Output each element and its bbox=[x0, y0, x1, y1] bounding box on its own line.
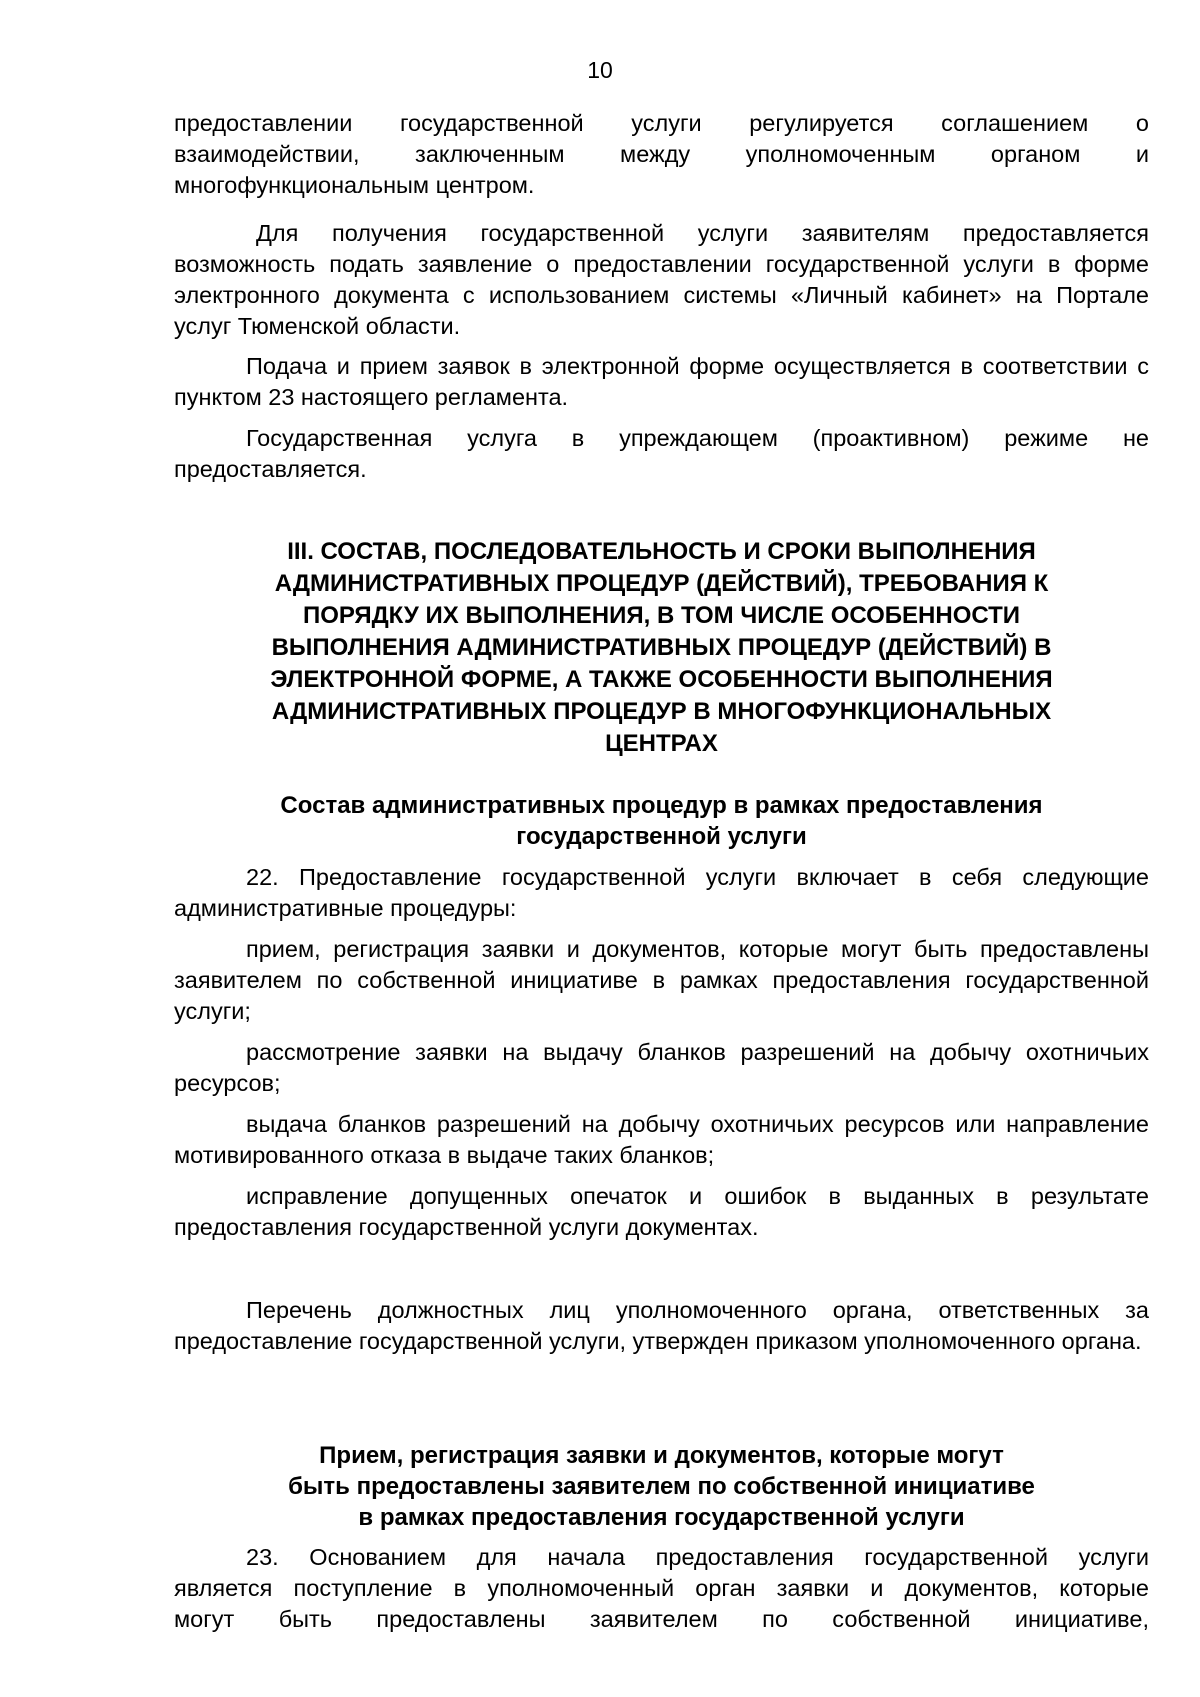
heading-line: Прием, регистрация заявки и документов, которые могут bbox=[319, 1442, 1004, 1469]
paragraph-continuation bbox=[174, 108, 1149, 201]
heading-line: АДМИНИСТРАТИВНЫХ ПРОЦЕДУР В МНОГОФУНКЦИОНАЛЬНЫХ bbox=[271, 698, 1052, 725]
paragraph-officials: Перечень должностных лиц уполномоченного органа, ответственных за предоставление государственной услуги, утвержден приказом уполномоченного органа. bbox=[174, 1297, 1149, 1354]
heading-line: в рамках предоставления государственной услуги bbox=[358, 1504, 965, 1531]
heading-line: III. СОСТАВ, ПОСЛЕДОВАТЕЛЬНОСТЬ И СРОКИ ВЫПОЛНЕНИЯ bbox=[287, 538, 1036, 565]
subheading-reception bbox=[174, 1440, 1149, 1533]
subheading-composition bbox=[174, 790, 1149, 852]
text-line: могут быть предоставлены заявителем по собственной инициативе, bbox=[174, 1606, 1149, 1632]
paragraph-22: 22. Предоставление государственной услуги включает в себя следующие административные процедуры: bbox=[174, 864, 1149, 921]
heading-line: ВЫПОЛНЕНИЯ АДМИНИСТРАТИВНЫХ ПРОЦЕДУР (ДЕЙСТВИЙ) В bbox=[271, 634, 1052, 661]
procedure-item: прием, регистрация заявки и документов, которые могут быть предоставлены заявителем по собственной инициативе в рамках предоставления государственной услуги; bbox=[174, 936, 1149, 1024]
heading-line: быть предоставлены заявителем по собственной инициативе bbox=[288, 1473, 1035, 1500]
text-line: многофункциональным центром. bbox=[174, 172, 535, 198]
heading-line: государственной услуги bbox=[516, 823, 807, 850]
heading-line: ЦЕНТРАХ bbox=[605, 730, 718, 757]
heading-line: ЭЛЕКТРОННОЙ ФОРМЕ, А ТАКЖЕ ОСОБЕННОСТИ ВЫПОЛНЕНИЯ bbox=[270, 666, 1053, 693]
heading-line: Состав административных процедур в рамках предоставления bbox=[280, 792, 1043, 819]
procedure-item: рассмотрение заявки на выдачу бланков разрешений на добычу охотничьих ресурсов; bbox=[174, 1039, 1149, 1096]
text-line: предоставлении государственной услуги регулируется соглашением о bbox=[174, 110, 1149, 136]
heading-line: ПОРЯДКУ ИХ ВЫПОЛНЕНИЯ, В ТОМ ЧИСЛЕ ОСОБЕННОСТИ bbox=[303, 602, 1020, 629]
text-line: взаимодействии, заключенным между уполномоченным органом и bbox=[174, 141, 1149, 167]
text-line: 23. Основанием для начала предоставления государственной услуги bbox=[246, 1544, 1149, 1570]
paragraph-proactive-mode: Государственная услуга в упреждающем (проактивном) режиме не предоставляется. bbox=[174, 425, 1149, 482]
paragraph-portal: Для получения государственной услуги заявителям предоставляется возможность подать заявление о предоставлении государственной услуги в форме электронного документа с использованием системы «Личный кабинет» на Портале услуг Тюменской области. bbox=[174, 220, 1149, 339]
page-number: 10 bbox=[587, 57, 613, 83]
heading-line: АДМИНИСТРАТИВНЫХ ПРОЦЕДУР (ДЕЙСТВИЙ), ТРЕБОВАНИЯ К bbox=[274, 570, 1049, 597]
text-line: является поступление в уполномоченный орган заявки и документов, которые bbox=[174, 1575, 1149, 1601]
section-3-heading bbox=[174, 536, 1149, 760]
procedure-item: выдача бланков разрешений на добычу охотничьих ресурсов или направление мотивированного отказа в выдаче таких бланков; bbox=[174, 1111, 1149, 1168]
paragraph-electronic-submission: Подача и прием заявок в электронной форме осуществляется в соответствии с пунктом 23 настоящего регламента. bbox=[174, 353, 1149, 410]
procedure-item: исправление допущенных опечаток и ошибок в выданных в результате предоставления государственной услуги документах. bbox=[174, 1183, 1149, 1240]
paragraph-23 bbox=[174, 1542, 1149, 1635]
